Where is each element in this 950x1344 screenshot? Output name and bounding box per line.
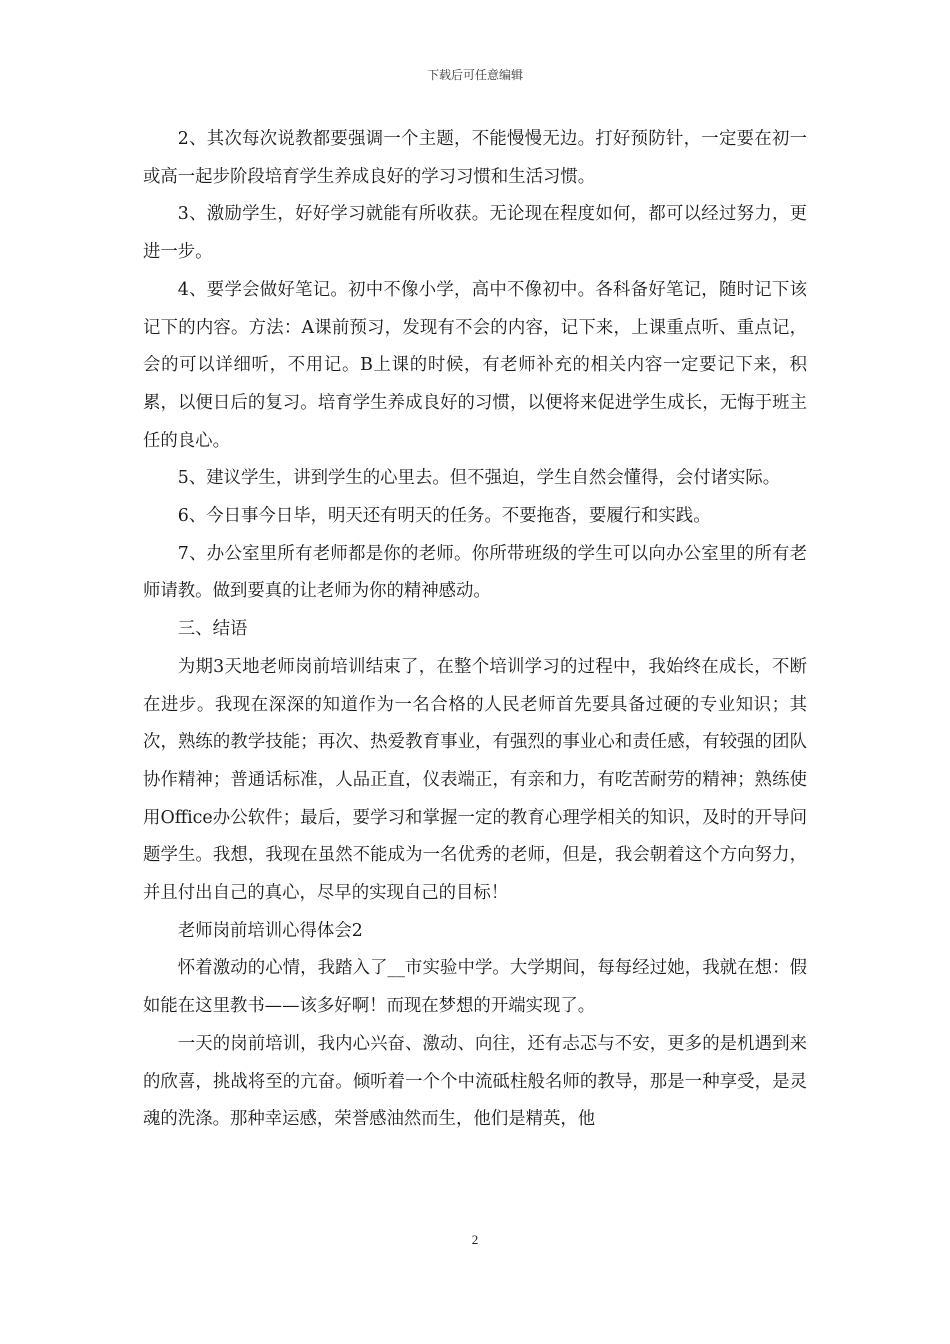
paragraph-tip-6: 6、今日事今日毕，明天还有明天的任务。不要拖沓，要履行和实践。 <box>177 506 711 527</box>
section-heading-conclusion: 三、结语 <box>177 619 248 640</box>
paragraph-tip-4: 4、要学会做好笔记。初中不像小学，高中不像初中。各科备好笔记，随时记下该记下的内容。方法：A课前预习，发现有不会的内容，记下来，上课重点听、重点记，会的可以详细听，不用记。B上课的时候，有老师补充的相关内容一定要记下来，积累，以便日后的复习。培育学生养成良好的习惯，以便将来促进学生成长，无悔于班主任的良心。 <box>143 279 807 451</box>
paragraph-essay2-body: 一天的岗前培训，我内心兴奋、激动、向往，还有忐忑与不安，更多的是机遇到来的欣喜，挑战将至的亢奋。倾听着一个个中流砥柱般名师的教导，那是一种享受，是灵魂的洗涤。那种幸运感，荣誉感油然而生，他们是精英，他 <box>143 1033 807 1130</box>
page-header: 下载后可任意编辑 <box>426 68 523 82</box>
document-body <box>143 121 807 1139</box>
paragraph-tip-3: 3、激励学生，好好学习就能有所收获。无论现在程度如何，都可以经过努力，更进一步。 <box>143 204 807 263</box>
essay-title-2: 老师岗前培训心得体会2 <box>177 920 363 941</box>
paragraph-tip-2: 2、其次每次说教都要强调一个主题，不能慢慢无边。打好预防针，一定要在初一或高一起步阶段培育学生养成良好的学习习惯和生活习惯。 <box>143 129 807 187</box>
paragraph-essay2-intro: 怀着激动的心情，我踏入了__市实验中学。大学期间，每每经过她，我就在想：假如能在这里教书——该多好啊！而现在梦想的开端实现了。 <box>143 958 807 1017</box>
paragraph-conclusion: 为期3天地老师岗前培训结束了，在整个培训学习的过程中，我始终在成长，不断在进步。我现在深深的知道作为一名合格的人民老师首先要具备过硬的专业知识；其次，熟练的教学技能；再次、热爱教育事业，有强烈的事业心和责任感，有较强的团队协作精神；普通话标准，人品正直，仪表端正，有亲和力，有吃苦耐劳的精神；熟练使用Office办公软件；最后，要学习和掌握一定的教育心理学相关的知识，及时的开导问题学生。我想，我现在虽然不能成为一名优秀的老师，但是，我会朝着这个方向努力，并且付出自己的真心，尽早的实现自己的目标！ <box>143 656 807 904</box>
page-number: 2 <box>471 1232 479 1247</box>
paragraph-tip-5: 5、建议学生，讲到学生的心里去。但不强迫，学生自然会懂得，会付诸实际。 <box>177 468 781 489</box>
paragraph-tip-7: 7、办公室里所有老师都是你的老师。你所带班级的学生可以向办公室里的所有老师请教。做到要真的让老师为你的精神感动。 <box>143 543 807 602</box>
